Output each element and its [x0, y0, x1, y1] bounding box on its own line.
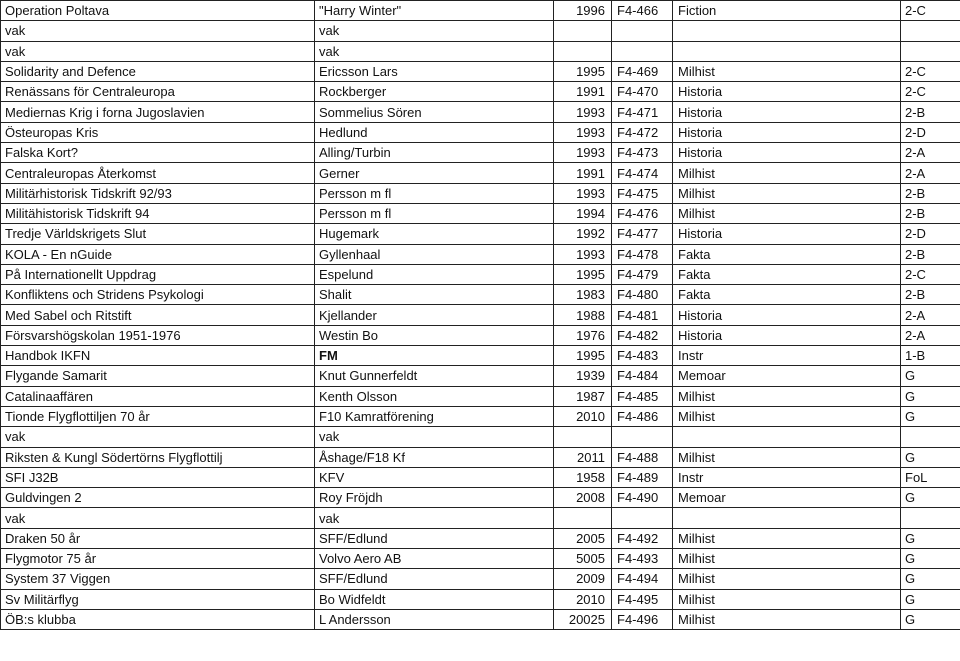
shelf-code-cell: F4-466	[612, 1, 673, 21]
table-row	[1, 325, 960, 345]
table-row	[1, 488, 960, 508]
book-title-cell: Solidarity and Defence	[1, 61, 315, 81]
category-cell: Milhist	[673, 61, 901, 81]
book-title-cell: Riksten & Kungl Södertörns Flygflottilj	[1, 447, 315, 467]
category-cell: Fiction	[673, 1, 901, 21]
year-cell: 1993	[554, 122, 612, 142]
category-cell: Milhist	[673, 569, 901, 589]
book-title-cell: Konfliktens och Stridens Psykologi	[1, 285, 315, 305]
year-cell: 2010	[554, 406, 612, 426]
location-cell: FoL	[901, 467, 960, 487]
book-title-cell: Falska Kort?	[1, 143, 315, 163]
shelf-code-cell: F4-489	[612, 467, 673, 487]
location-cell: G	[901, 406, 960, 426]
author-cell: "Harry Winter"	[315, 1, 554, 21]
category-cell: Milhist	[673, 386, 901, 406]
book-title-cell: Guldvingen 2	[1, 488, 315, 508]
year-cell: 1995	[554, 346, 612, 366]
book-title-cell: Sv Militärflyg	[1, 589, 315, 609]
author-cell: Sommelius Sören	[315, 102, 554, 122]
table-row	[1, 203, 960, 223]
table-row	[1, 264, 960, 284]
table-row	[1, 467, 960, 487]
shelf-code-cell: F4-477	[612, 224, 673, 244]
book-title-cell: Militähistorisk Tidskrift 94	[1, 203, 315, 223]
category-cell: Historia	[673, 305, 901, 325]
table-row	[1, 366, 960, 386]
table-row	[1, 21, 960, 41]
author-cell: Shalit	[315, 285, 554, 305]
book-title-cell: Renässans för Centraleuropa	[1, 82, 315, 102]
table-row	[1, 1, 960, 21]
table-row	[1, 569, 960, 589]
year-cell: 1993	[554, 183, 612, 203]
book-title-cell: vak	[1, 508, 315, 528]
location-cell: 1-B	[901, 346, 960, 366]
category-cell: Fakta	[673, 264, 901, 284]
category-cell	[673, 427, 901, 447]
category-cell: Milhist	[673, 609, 901, 629]
year-cell: 5005	[554, 549, 612, 569]
book-title-cell: vak	[1, 21, 315, 41]
author-cell: Åshage/F18 Kf	[315, 447, 554, 467]
author-cell: vak	[315, 427, 554, 447]
location-cell: G	[901, 569, 960, 589]
location-cell: G	[901, 609, 960, 629]
table-row	[1, 508, 960, 528]
author-cell: Persson m fl	[315, 203, 554, 223]
author-cell: SFF/Edlund	[315, 528, 554, 548]
author-cell: Bo Widfeldt	[315, 589, 554, 609]
year-cell: 1996	[554, 1, 612, 21]
location-cell: G	[901, 366, 960, 386]
author-cell: Gyllenhaal	[315, 244, 554, 264]
shelf-code-cell: F4-490	[612, 488, 673, 508]
location-cell: 2-C	[901, 1, 960, 21]
year-cell: 1992	[554, 224, 612, 244]
book-title-cell: System 37 Viggen	[1, 569, 315, 589]
category-cell: Milhist	[673, 203, 901, 223]
year-cell: 20025	[554, 609, 612, 629]
shelf-code-cell	[612, 508, 673, 528]
book-title-cell: Centraleuropas Återkomst	[1, 163, 315, 183]
year-cell	[554, 41, 612, 61]
author-cell: Espelund	[315, 264, 554, 284]
location-cell: 2-A	[901, 163, 960, 183]
year-cell: 1995	[554, 264, 612, 284]
book-title-cell: Catalinaaffären	[1, 386, 315, 406]
book-title-cell: Tredje Världskrigets Slut	[1, 224, 315, 244]
category-cell: Fakta	[673, 244, 901, 264]
location-cell	[901, 41, 960, 61]
author-cell: Rockberger	[315, 82, 554, 102]
shelf-code-cell: F4-488	[612, 447, 673, 467]
year-cell: 2009	[554, 569, 612, 589]
shelf-code-cell: F4-485	[612, 386, 673, 406]
category-cell	[673, 21, 901, 41]
category-cell: Milhist	[673, 406, 901, 426]
location-cell: G	[901, 447, 960, 467]
author-cell: Hedlund	[315, 122, 554, 142]
book-title-cell: vak	[1, 41, 315, 61]
year-cell: 1993	[554, 102, 612, 122]
year-cell: 1987	[554, 386, 612, 406]
table-row	[1, 447, 960, 467]
category-cell: Fakta	[673, 285, 901, 305]
book-title-cell: Tionde Flygflottiljen 70 år	[1, 406, 315, 426]
book-title-cell: SFI J32B	[1, 467, 315, 487]
author-cell: Westin Bo	[315, 325, 554, 345]
table-row	[1, 589, 960, 609]
location-cell: 2-B	[901, 244, 960, 264]
location-cell: 2-D	[901, 224, 960, 244]
year-cell: 2008	[554, 488, 612, 508]
author-cell: vak	[315, 41, 554, 61]
table-row	[1, 346, 960, 366]
author-cell: Gerner	[315, 163, 554, 183]
shelf-code-cell: F4-495	[612, 589, 673, 609]
book-title-cell: Militärhistorisk Tidskrift 92/93	[1, 183, 315, 203]
author-cell: Persson m fl	[315, 183, 554, 203]
location-cell: 2-B	[901, 183, 960, 203]
book-title-cell: Flygande Samarit	[1, 366, 315, 386]
location-cell	[901, 508, 960, 528]
book-title-cell: Försvarshögskolan 1951-1976	[1, 325, 315, 345]
table-row	[1, 528, 960, 548]
table-row	[1, 143, 960, 163]
book-title-cell: Handbok IKFN	[1, 346, 315, 366]
year-cell: 1991	[554, 82, 612, 102]
shelf-code-cell: F4-476	[612, 203, 673, 223]
book-title-cell: Draken 50 år	[1, 528, 315, 548]
location-cell: 2-D	[901, 122, 960, 142]
table-row	[1, 224, 960, 244]
category-cell: Memoar	[673, 366, 901, 386]
category-cell: Instr	[673, 346, 901, 366]
author-cell: SFF/Edlund	[315, 569, 554, 589]
category-cell: Milhist	[673, 589, 901, 609]
location-cell: 2-A	[901, 305, 960, 325]
location-cell: 2-B	[901, 102, 960, 122]
year-cell: 1958	[554, 467, 612, 487]
table-row	[1, 427, 960, 447]
shelf-code-cell: F4-474	[612, 163, 673, 183]
category-cell	[673, 508, 901, 528]
location-cell: 2-A	[901, 143, 960, 163]
table-row	[1, 82, 960, 102]
year-cell: 1993	[554, 244, 612, 264]
location-cell: G	[901, 386, 960, 406]
shelf-code-cell: F4-494	[612, 569, 673, 589]
location-cell: 2-C	[901, 264, 960, 284]
table-row	[1, 102, 960, 122]
location-cell: G	[901, 549, 960, 569]
year-cell: 1995	[554, 61, 612, 81]
shelf-code-cell: F4-478	[612, 244, 673, 264]
year-cell: 1993	[554, 143, 612, 163]
location-cell: G	[901, 589, 960, 609]
category-cell: Historia	[673, 224, 901, 244]
year-cell	[554, 21, 612, 41]
shelf-code-cell: F4-483	[612, 346, 673, 366]
book-title-cell: KOLA - En nGuide	[1, 244, 315, 264]
year-cell: 1994	[554, 203, 612, 223]
shelf-code-cell: F4-496	[612, 609, 673, 629]
table-row	[1, 41, 960, 61]
book-title-cell: Operation Poltava	[1, 1, 315, 21]
location-cell: 2-A	[901, 325, 960, 345]
book-title-cell: vak	[1, 427, 315, 447]
year-cell: 1988	[554, 305, 612, 325]
author-cell: vak	[315, 21, 554, 41]
year-cell: 1991	[554, 163, 612, 183]
category-cell: Milhist	[673, 549, 901, 569]
shelf-code-cell: F4-472	[612, 122, 673, 142]
shelf-code-cell: F4-473	[612, 143, 673, 163]
location-cell: 2-B	[901, 203, 960, 223]
table-row	[1, 549, 960, 569]
table-row	[1, 61, 960, 81]
shelf-code-cell: F4-480	[612, 285, 673, 305]
shelf-code-cell	[612, 41, 673, 61]
book-title-cell: Med Sabel och Ritstift	[1, 305, 315, 325]
shelf-code-cell: F4-470	[612, 82, 673, 102]
shelf-code-cell: F4-481	[612, 305, 673, 325]
author-cell: Ericsson Lars	[315, 61, 554, 81]
author-cell: KFV	[315, 467, 554, 487]
author-cell: Kjellander	[315, 305, 554, 325]
category-cell: Historia	[673, 325, 901, 345]
table-row	[1, 406, 960, 426]
year-cell	[554, 508, 612, 528]
table-row	[1, 244, 960, 264]
shelf-code-cell: F4-493	[612, 549, 673, 569]
location-cell: 2-C	[901, 61, 960, 81]
author-cell: L Andersson	[315, 609, 554, 629]
year-cell: 1939	[554, 366, 612, 386]
shelf-code-cell	[612, 427, 673, 447]
year-cell: 2011	[554, 447, 612, 467]
shelf-code-cell: F4-469	[612, 61, 673, 81]
book-title-cell: Flygmotor 75 år	[1, 549, 315, 569]
category-cell: Milhist	[673, 183, 901, 203]
book-title-cell: Östeuropas Kris	[1, 122, 315, 142]
author-cell: FM	[315, 346, 554, 366]
table-row	[1, 386, 960, 406]
table-row	[1, 305, 960, 325]
year-cell: 2010	[554, 589, 612, 609]
category-cell: Milhist	[673, 528, 901, 548]
location-cell	[901, 427, 960, 447]
author-cell: F10 Kamratförening	[315, 406, 554, 426]
book-title-cell: ÖB:s klubba	[1, 609, 315, 629]
table-body	[1, 1, 960, 630]
author-cell: Alling/Turbin	[315, 143, 554, 163]
table-row	[1, 183, 960, 203]
book-title-cell: Mediernas Krig i forna Jugoslavien	[1, 102, 315, 122]
shelf-code-cell: F4-479	[612, 264, 673, 284]
location-cell: G	[901, 488, 960, 508]
shelf-code-cell	[612, 21, 673, 41]
shelf-code-cell: F4-484	[612, 366, 673, 386]
book-title-cell: På Internationellt Uppdrag	[1, 264, 315, 284]
author-cell: Roy Fröjdh	[315, 488, 554, 508]
author-cell: Knut Gunnerfeldt	[315, 366, 554, 386]
table-row	[1, 122, 960, 142]
category-cell: Milhist	[673, 163, 901, 183]
shelf-code-cell: F4-482	[612, 325, 673, 345]
location-cell	[901, 21, 960, 41]
author-cell: Hugemark	[315, 224, 554, 244]
shelf-code-cell: F4-475	[612, 183, 673, 203]
year-cell: 1983	[554, 285, 612, 305]
author-cell: vak	[315, 508, 554, 528]
category-cell: Historia	[673, 143, 901, 163]
year-cell	[554, 427, 612, 447]
category-cell: Historia	[673, 122, 901, 142]
category-cell	[673, 41, 901, 61]
location-cell: 2-B	[901, 285, 960, 305]
table-row	[1, 163, 960, 183]
category-cell: Milhist	[673, 447, 901, 467]
category-cell: Instr	[673, 467, 901, 487]
shelf-code-cell: F4-486	[612, 406, 673, 426]
author-cell: Volvo Aero AB	[315, 549, 554, 569]
category-cell: Memoar	[673, 488, 901, 508]
author-cell: Kenth Olsson	[315, 386, 554, 406]
location-cell: G	[901, 528, 960, 548]
category-cell: Historia	[673, 102, 901, 122]
shelf-code-cell: F4-471	[612, 102, 673, 122]
year-cell: 1976	[554, 325, 612, 345]
year-cell: 2005	[554, 528, 612, 548]
location-cell: 2-C	[901, 82, 960, 102]
category-cell: Historia	[673, 82, 901, 102]
table-row	[1, 285, 960, 305]
table-row	[1, 609, 960, 629]
shelf-code-cell: F4-492	[612, 528, 673, 548]
